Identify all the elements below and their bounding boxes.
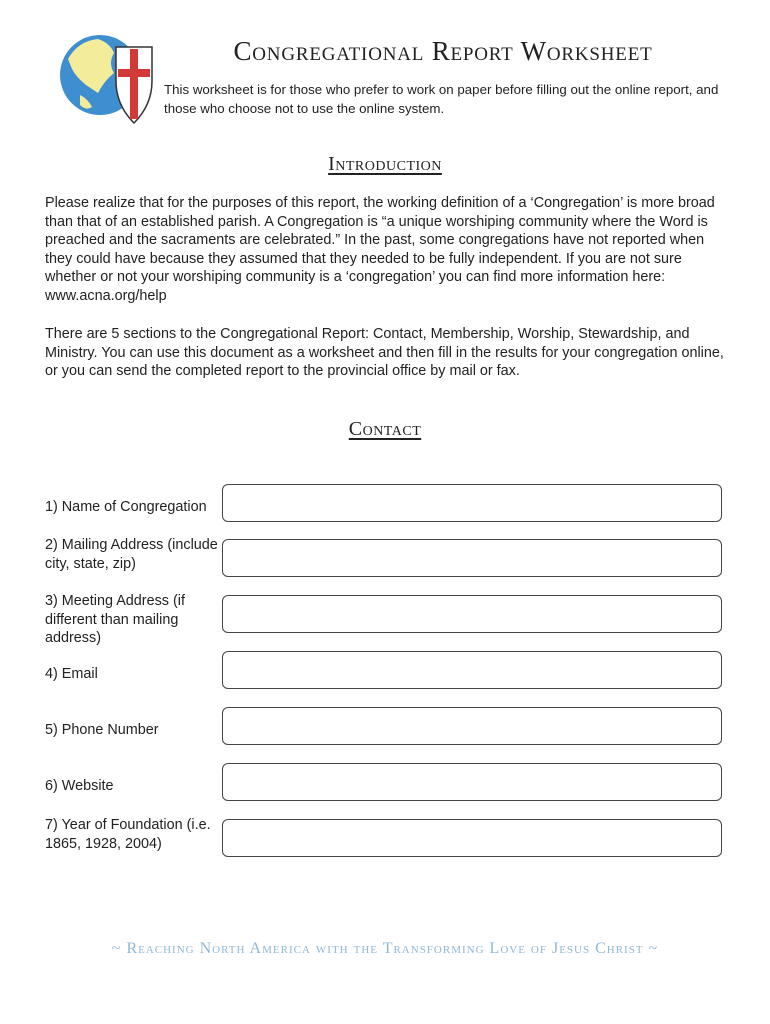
field-row-year-of-foundation [45,819,725,861]
year-of-foundation-input[interactable] [222,819,722,857]
field-label-mailing-address: 2) Mailing Address (include city, state, zip) [45,537,218,572]
page-subtitle: This worksheet is for those who prefer to work on paper before filling out the online report, and those who choose not to use the online system. [164,82,719,116]
introduction-paragraph-2: There are 5 sections to the Congregational Report: Contact, Membership, Worship, Stewardship, and Ministry. You can use this document as a worksheet and then fill in the results for your congregation online, or you can send the completed report to the provincial office by mail or fax. [45,326,724,380]
meeting-address-input[interactable] [222,595,722,633]
field-row-meeting-address [45,593,725,647]
field-row-name [45,484,725,526]
contact-heading: Contact [348,418,422,440]
introduction-heading: Introduction [328,153,442,175]
field-row-phone [45,707,725,749]
field-label-year-of-foundation: 7) Year of Foundation (i.e. 1865, 1928, 2004) [45,817,211,852]
page-title: Congregational Report Worksheet [233,36,653,66]
phone-number-input[interactable] [222,707,722,745]
field-row-mailing-address [45,539,725,581]
field-row-website [45,763,725,805]
field-label-email: 4) Email [45,666,98,682]
field-label-phone: 5) Phone Number [45,722,159,738]
congregation-name-input[interactable] [222,484,722,522]
website-input[interactable] [222,763,722,801]
field-label-meeting-address: 3) Meeting Address (if different than mailing address) [45,593,185,647]
mailing-address-input[interactable] [222,539,722,577]
email-input[interactable] [222,651,722,689]
globe-with-cross-shield-icon [58,33,158,129]
field-label-name: 1) Name of Congregation [45,499,207,515]
introduction-paragraph-1: Please realize that for the purposes of this report, the working definition of a ‘Congregation’ is more broad than that of an established parish. A Congregation is “a unique worshiping community where the Word is preached and the sacraments are celebrated.” In the past, some congregations have not reported when they could have because they assumed that they needed to be fully independent. If you are not sure whether or not your worshiping community is a ‘congregation’ you can find more information here: www.acna.org/help [45,195,715,304]
footer-tagline: ~ Reaching North America with the Transforming Love of Jesus Christ ~ [111,940,659,957]
field-label-website: 6) Website [45,778,114,794]
field-row-email [45,651,725,693]
